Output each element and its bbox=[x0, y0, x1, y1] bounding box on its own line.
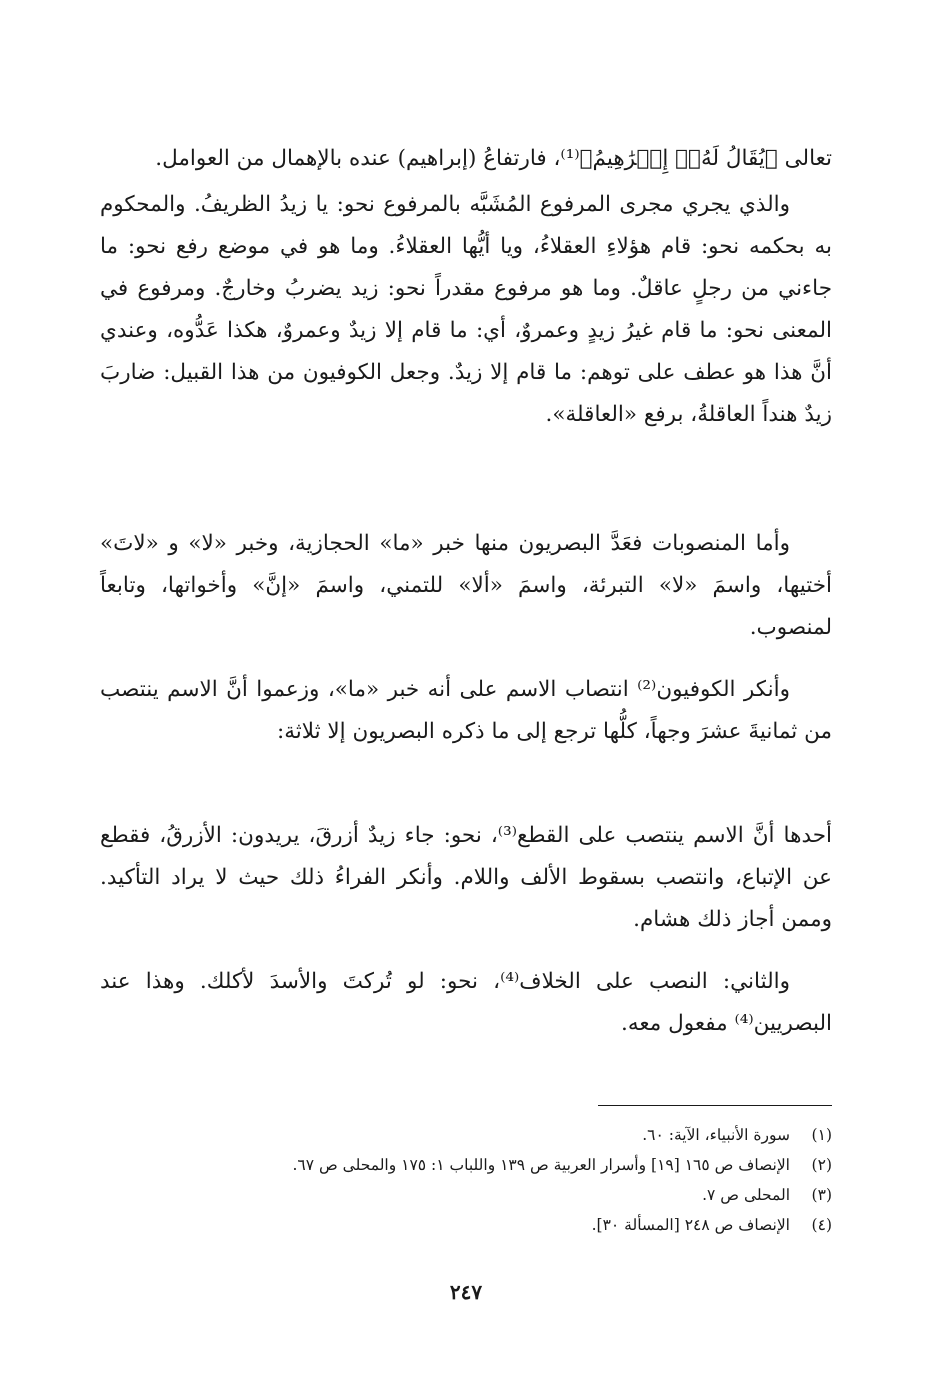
footnote-number: (٣) bbox=[811, 1186, 832, 1204]
paragraph-3-block bbox=[100, 523, 832, 649]
footnotes bbox=[100, 1120, 832, 1240]
page-number: ٢٤٧ bbox=[449, 1280, 483, 1304]
paragraph-1-block bbox=[100, 138, 832, 180]
paragraph-4-block bbox=[100, 669, 832, 753]
paragraph-5-block bbox=[100, 815, 832, 941]
paragraph-5: أحدها أنَّ الاسم ينتصب على القطع⁽³⁾، نحو: جاء زيدٌ أزرقَ، يريدون: الأزرقُ، فقطع عن الإتباع، وانتصب بسقوط الألف واللام. وأنكر الفراءُ ذلك حيث لا يراد التأكيد. وممن أجاز ذلك هشام. bbox=[100, 823, 832, 932]
footnote-divider bbox=[598, 1105, 832, 1106]
paragraph-4: وأنكر الكوفيون⁽²⁾ انتصاب الاسم على أنه خبر «ما»، وزعموا أنَّ الاسم ينتصب من ثمانيةَ عشرَ وجهاً، كلُّها ترجع إلى ما ذكره البصريون إلا ثلاثة: bbox=[100, 677, 832, 744]
paragraph-6: والثاني: النصب على الخلاف⁽⁴⁾، نحو: لو تُركتَ والأسدَ لأكلك. وهذا عند البصريين⁽⁴⁾ مفعول معه. bbox=[100, 969, 832, 1036]
footnote-text: المحلى ص ٧. bbox=[702, 1186, 790, 1204]
footnote-4 bbox=[100, 1210, 832, 1240]
footnote-text: الإنصاف ص ١٦٥ [١٩] وأسرار العربية ص ١٣٩ واللباب ١: ١٧٥ والمحلى ص ٦٧. bbox=[292, 1156, 790, 1174]
footnote-text: سورة الأنبياء، الآية: ٦٠. bbox=[642, 1126, 790, 1144]
footnote-number: (١) bbox=[811, 1126, 832, 1144]
footnote-number: (٤) bbox=[811, 1216, 832, 1234]
footnote-2 bbox=[100, 1150, 832, 1180]
footnote-3 bbox=[100, 1180, 832, 1210]
paragraph-3: وأما المنصوبات فعَدَّ البصريون منها خبر «ما» الحجازية، وخبر «لا» و «لاتَ» أختيها، واسمَ «لا» التبرئة، واسمَ «ألا» للتمني، واسمَ «إنَّ» وأخواتها، وتابعاً لمنصوب. bbox=[100, 531, 832, 640]
footnote-text: الإنصاف ص ٢٤٨ [المسألة ٣٠]. bbox=[591, 1216, 790, 1234]
paragraph-1: تعالى ﴿يُقَالُ لَهُۥٓ إِبۡرَٰهِيمُ﴾⁽¹⁾، فارتفاعُ (إبراهيم) عنده بالإهمال من العوامل. bbox=[155, 146, 832, 171]
footnote-1 bbox=[100, 1120, 832, 1150]
paragraph-2: والذي يجري مجرى المرفوع المُشَبَّه بالمرفوع نحو: يا زيدُ الظريفُ. والمحكوم به بحكمه نحو: قام هؤلاءِ العقلاءُ، ويا أيُّها العقلاءُ. وما هو في موضع رفع نحو: ما جاءني من رجلٍ عاقلٌ. وما هو مرفوع مقدراً نحو: زيد يضربُ وخارجٌ. ومرفوع في المعنى نحو: ما قام غيرُ زيدٍ وعمروٌ، أي: ما قام إلا زيدٌ وعمروٌ، هكذا عَدُّوه، وعندي أنَّ هذا هو عطف على توهم: ما قام إلا زيدٌ. وجعل الكوفيون من هذا القبيل: ضاربَ زيدٌ هنداً العاقلةُ، برفع «العاقلة». bbox=[100, 192, 832, 427]
footnote-number: (٢) bbox=[811, 1156, 832, 1174]
paragraph-6-block bbox=[100, 961, 832, 1045]
paragraph-2-block bbox=[100, 184, 832, 436]
